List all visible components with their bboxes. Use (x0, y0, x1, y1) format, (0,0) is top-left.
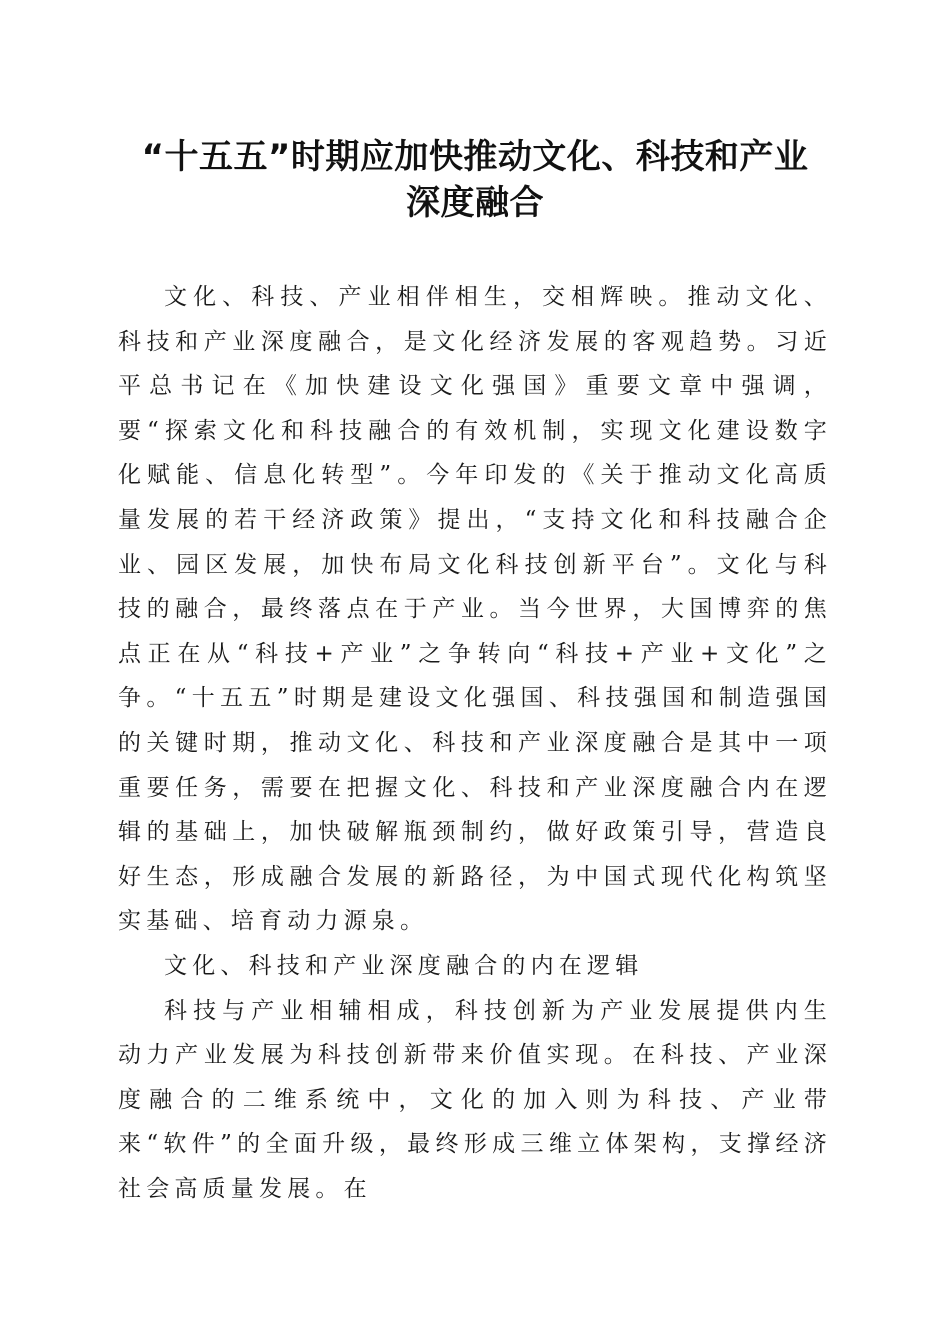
title-line-1: “十五五”时期应加快推动文化、科技和产业 (141, 137, 809, 177)
section-heading: 文化、科技和产业深度融合的内在逻辑 (164, 952, 644, 979)
document-body (118, 275, 832, 1211)
paragraph-logic: 科技与产业相辅相成，科技创新为产业发展提供内生动力产业发展为科技创新带来价值实现。在科技、产业深度融合的二维系统中，文化的加入则为科技、产业带来“软件”的全面升级，最终形成三维立体架构，支撑经济社会高质量发展。在 (118, 997, 832, 1202)
paragraph-intro: 文化、科技、产业相伴相生，交相辉映。推动文化、科技和产业深度融合，是文化经济发展的客观趋势。习近平总书记在《加快建设文化强国》重要文章中强调，要“探索文化和科技融合的有效机制，实现文化建设数字化赋能、信息化转型”。今年印发的《关于推动文化高质量发展的若干经济政策》提出，“支持文化和科技融合企业、园区发展，加快布局文化科技创新平台”。文化与科技的融合，最终落点在于产业。当今世界，大国博弈的焦点正在从“科技+产业”之争转向“科技+产业+文化”之争。“十五五”时期是建设文化强国、科技强国和制造强国的关键时期，推动文化、科技和产业深度融合是其中一项重要任务，需要在把握文化、科技和产业深度融合内在逻辑的基础上，加快破解瓶颈制约，做好政策引导，营造良好生态，形成融合发展的新路径，为中国式现代化构筑坚实基础、培育动力源泉。 (118, 284, 832, 935)
title-line-2: 深度融合 (406, 183, 544, 223)
document-title (118, 134, 832, 226)
